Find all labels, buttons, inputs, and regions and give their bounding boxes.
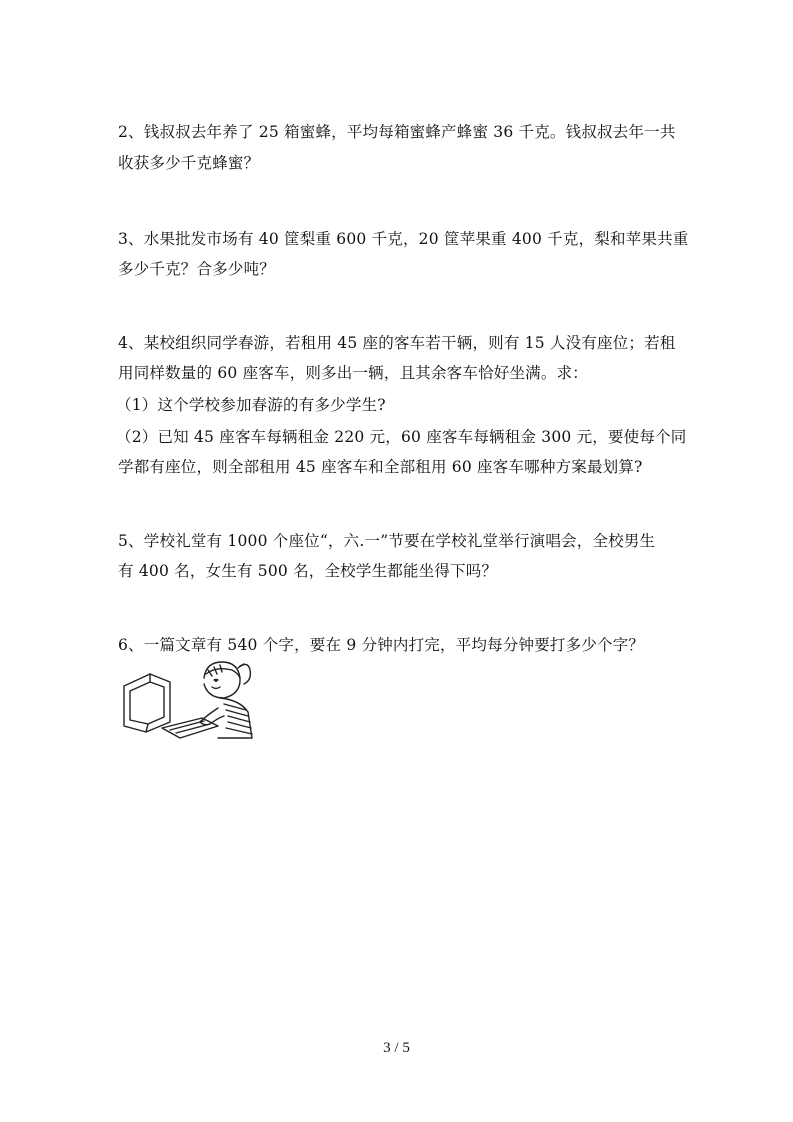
problem-4-subquestion-1: （1）这个学校参加春游的有多少学生? (116, 396, 386, 414)
problem-4-line-1: 4、某校组织同学春游，若租用 45 座的客车若干辆，则有 15 人没有座位；若租 (118, 334, 676, 352)
problem-3-line-1: 3、水果批发市场有 40 筐梨重 600 千克，20 筐苹果重 400 千克，梨和苹果共重 (118, 230, 689, 248)
problem-6-line-1: 6、一篇文章有 540 个字，要在 9 分钟内打完，平均每分钟要打多少个字？ (118, 636, 645, 654)
problem-4-subquestion-2-line-1: （2）已知 45 座客车每辆租金 220 元，60 座客车每辆租金 300 元，要使每个同 (116, 428, 687, 446)
problem-5-line-1: 5、学校礼堂有 1000 个座位“，六.一”节要在学校礼堂举行演唱会，全校男生 (118, 532, 656, 550)
problem-4-subquestion-2-line-2: 学都有座位，则全部租用 45 座客车和全部租用 60 座客车哪种方案最划算? (118, 458, 643, 476)
problem-2-line-2: 收获多少千克蜂蜜？ (118, 154, 260, 172)
problem-3-line-2: 多少千克？合多少吨？ (118, 260, 276, 278)
problem-2-line-1: 2、钱叔叔去年养了 25 箱蜜蜂，平均每箱蜜蜂产蜂蜜 36 千克。钱叔叔去年一共 (118, 123, 676, 141)
page-number: 3 / 5 (383, 1040, 410, 1056)
problem-4-line-2: 用同样数量的 60 座客车，则多出一辆，且其余客车恰好坐满。求： (118, 364, 588, 382)
girl-typing-at-computer-icon (120, 656, 260, 740)
problem-5-line-2: 有 400 名，女生有 500 名，全校学生都能坐得下吗？ (118, 562, 498, 580)
